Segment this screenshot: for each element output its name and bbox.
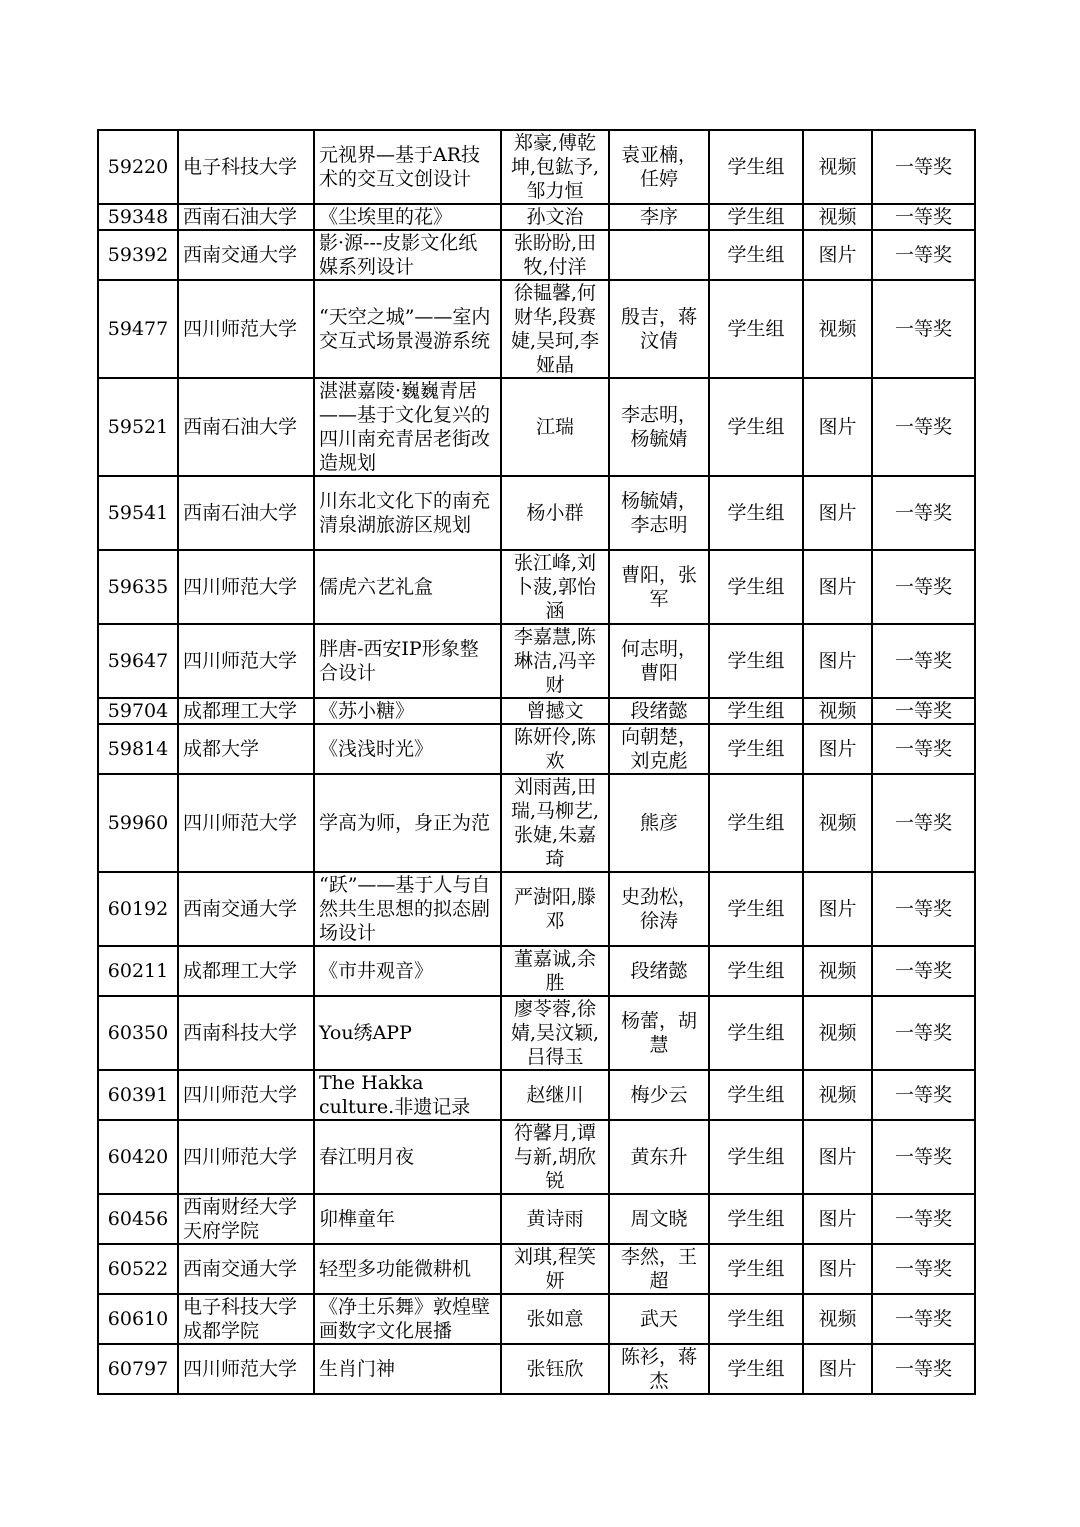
work-type-cell: 图片 — [803, 1120, 872, 1194]
university-cell: 电子科技大学 — [178, 130, 314, 204]
authors-cell: 张盼盼,田牧,付洋 — [501, 230, 609, 280]
entry-id-cell: 60391 — [98, 1070, 178, 1120]
group-cell: 学生组 — [709, 230, 803, 280]
advisors-cell: 杨毓婧，李志明 — [609, 476, 709, 550]
work-type-cell: 视频 — [803, 946, 872, 996]
authors-cell: 李嘉慧,陈琳洁,冯辛财 — [501, 624, 609, 698]
advisors-cell: 武天 — [609, 1294, 709, 1344]
advisors-cell: 杨蕾，胡慧 — [609, 996, 709, 1070]
university-cell: 西南石油大学 — [178, 476, 314, 550]
group-cell: 学生组 — [709, 624, 803, 698]
entry-id-cell: 60610 — [98, 1294, 178, 1344]
work-title-cell: 川东北文化下的南充清泉湖旅游区规划 — [314, 476, 501, 550]
work-title-cell: You绣APP — [314, 996, 501, 1070]
prize-cell: 一等奖 — [872, 280, 975, 378]
group-cell: 学生组 — [709, 550, 803, 624]
prize-cell: 一等奖 — [872, 872, 975, 946]
university-cell: 西南财经大学天府学院 — [178, 1194, 314, 1244]
advisors-cell: 李志明，杨毓婧 — [609, 378, 709, 476]
entry-id-cell: 60456 — [98, 1194, 178, 1244]
entry-id-cell: 59392 — [98, 230, 178, 280]
work-title-cell: 《尘埃里的花》 — [314, 204, 501, 230]
advisors-cell: 史劲松，徐涛 — [609, 872, 709, 946]
entry-id-cell: 59704 — [98, 698, 178, 724]
advisors-cell: 李然，王超 — [609, 1244, 709, 1294]
university-cell: 四川师范大学 — [178, 280, 314, 378]
authors-cell: 廖苓蓉,徐婧,吴汶颖,吕得玉 — [501, 996, 609, 1070]
entry-id-cell: 59348 — [98, 204, 178, 230]
university-cell: 成都理工大学 — [178, 946, 314, 996]
table-row — [98, 476, 975, 550]
table-row — [98, 1120, 975, 1194]
table-row — [98, 130, 975, 204]
table-body — [98, 130, 975, 1394]
entry-id-cell: 59960 — [98, 774, 178, 872]
work-type-cell: 图片 — [803, 724, 872, 774]
table-row — [98, 946, 975, 996]
advisors-cell: 陈衫，蒋杰 — [609, 1344, 709, 1394]
group-cell: 学生组 — [709, 1294, 803, 1344]
entry-id-cell: 60350 — [98, 996, 178, 1070]
group-cell: 学生组 — [709, 1244, 803, 1294]
group-cell: 学生组 — [709, 774, 803, 872]
work-title-cell: 学高为师，身正为范 — [314, 774, 501, 872]
prize-cell: 一等奖 — [872, 204, 975, 230]
university-cell: 成都理工大学 — [178, 698, 314, 724]
table-row — [98, 774, 975, 872]
university-cell: 西南石油大学 — [178, 204, 314, 230]
authors-cell: 张江峰,刘卜菠,郭怡涵 — [501, 550, 609, 624]
work-title-cell: 轻型多功能微耕机 — [314, 1244, 501, 1294]
prize-cell: 一等奖 — [872, 946, 975, 996]
authors-cell: 孙文治 — [501, 204, 609, 230]
advisors-cell: 殷吉，蒋汶倩 — [609, 280, 709, 378]
work-type-cell: 视频 — [803, 1294, 872, 1344]
table-row — [98, 698, 975, 724]
work-type-cell: 视频 — [803, 1070, 872, 1120]
group-cell: 学生组 — [709, 204, 803, 230]
entry-id-cell: 59647 — [98, 624, 178, 698]
authors-cell: 张钰欣 — [501, 1344, 609, 1394]
work-title-cell: 胖唐-西安IP形象整合设计 — [314, 624, 501, 698]
authors-cell: 刘琪,程笑妍 — [501, 1244, 609, 1294]
work-title-cell: 生肖门神 — [314, 1344, 501, 1394]
prize-cell: 一等奖 — [872, 624, 975, 698]
prize-cell: 一等奖 — [872, 1244, 975, 1294]
prize-cell: 一等奖 — [872, 1344, 975, 1394]
table-row — [98, 280, 975, 378]
table-row — [98, 724, 975, 774]
authors-cell: 陈妍伶,陈欢 — [501, 724, 609, 774]
authors-cell: 杨小群 — [501, 476, 609, 550]
prize-cell: 一等奖 — [872, 698, 975, 724]
work-title-cell: The Hakka culture.非遗记录 — [314, 1070, 501, 1120]
work-title-cell: 影·源---皮影文化纸媒系列设计 — [314, 230, 501, 280]
university-cell: 西南交通大学 — [178, 230, 314, 280]
group-cell: 学生组 — [709, 724, 803, 774]
work-type-cell: 图片 — [803, 378, 872, 476]
work-type-cell: 视频 — [803, 996, 872, 1070]
entry-id-cell: 59521 — [98, 378, 178, 476]
work-type-cell: 图片 — [803, 872, 872, 946]
university-cell: 四川师范大学 — [178, 1070, 314, 1120]
authors-cell: 曾撼文 — [501, 698, 609, 724]
university-cell: 西南科技大学 — [178, 996, 314, 1070]
work-title-cell: “跃”——基于人与自然共生思想的拟态剧场设计 — [314, 872, 501, 946]
prize-cell: 一等奖 — [872, 1120, 975, 1194]
work-type-cell: 图片 — [803, 230, 872, 280]
advisors-cell: 袁亚楠，任婷 — [609, 130, 709, 204]
advisors-cell: 曹阳，张军 — [609, 550, 709, 624]
work-type-cell: 图片 — [803, 624, 872, 698]
university-cell: 西南交通大学 — [178, 1244, 314, 1294]
work-title-cell: “天空之城”——室内交互式场景漫游系统 — [314, 280, 501, 378]
authors-cell: 张如意 — [501, 1294, 609, 1344]
entry-id-cell: 60192 — [98, 872, 178, 946]
advisors-cell: 何志明，曹阳 — [609, 624, 709, 698]
university-cell: 四川师范大学 — [178, 1120, 314, 1194]
prize-cell: 一等奖 — [872, 996, 975, 1070]
group-cell: 学生组 — [709, 280, 803, 378]
university-cell: 四川师范大学 — [178, 1344, 314, 1394]
entry-id-cell: 59541 — [98, 476, 178, 550]
prize-cell: 一等奖 — [872, 1070, 975, 1120]
work-title-cell: 《浅浅时光》 — [314, 724, 501, 774]
prize-cell: 一等奖 — [872, 378, 975, 476]
work-type-cell: 图片 — [803, 476, 872, 550]
table-row — [98, 872, 975, 946]
group-cell: 学生组 — [709, 996, 803, 1070]
work-title-cell: 《市井观音》 — [314, 946, 501, 996]
advisors-cell: 段绪懿 — [609, 698, 709, 724]
table-row — [98, 624, 975, 698]
work-type-cell: 视频 — [803, 130, 872, 204]
work-title-cell: 元视界—基于AR技术的交互文创设计 — [314, 130, 501, 204]
group-cell: 学生组 — [709, 872, 803, 946]
group-cell: 学生组 — [709, 378, 803, 476]
advisors-cell: 熊彦 — [609, 774, 709, 872]
table-row — [98, 996, 975, 1070]
university-cell: 西南石油大学 — [178, 378, 314, 476]
table-row — [98, 230, 975, 280]
table-row — [98, 1294, 975, 1344]
work-type-cell: 视频 — [803, 280, 872, 378]
advisors-cell: 段绪懿 — [609, 946, 709, 996]
university-cell: 四川师范大学 — [178, 774, 314, 872]
authors-cell: 徐韫馨,何财华,段赛婕,吴珂,李娅晶 — [501, 280, 609, 378]
prize-cell: 一等奖 — [872, 230, 975, 280]
authors-cell: 江瑞 — [501, 378, 609, 476]
university-cell: 四川师范大学 — [178, 550, 314, 624]
group-cell: 学生组 — [709, 130, 803, 204]
table-row — [98, 1194, 975, 1244]
work-type-cell: 视频 — [803, 204, 872, 230]
authors-cell: 郑豪,傅乾坤,包鈜予,邹力恒 — [501, 130, 609, 204]
work-title-cell: 卯榫童年 — [314, 1194, 501, 1244]
university-cell: 四川师范大学 — [178, 624, 314, 698]
prize-cell: 一等奖 — [872, 724, 975, 774]
group-cell: 学生组 — [709, 946, 803, 996]
prize-cell: 一等奖 — [872, 1294, 975, 1344]
entry-id-cell: 60797 — [98, 1344, 178, 1394]
work-title-cell: 儒虎六艺礼盒 — [314, 550, 501, 624]
group-cell: 学生组 — [709, 1120, 803, 1194]
table-row — [98, 378, 975, 476]
entry-id-cell: 60420 — [98, 1120, 178, 1194]
group-cell: 学生组 — [709, 1070, 803, 1120]
group-cell: 学生组 — [709, 1344, 803, 1394]
authors-cell: 严澍阳,滕邓 — [501, 872, 609, 946]
entry-id-cell: 59814 — [98, 724, 178, 774]
authors-cell: 黄诗雨 — [501, 1194, 609, 1244]
table-row — [98, 1070, 975, 1120]
group-cell: 学生组 — [709, 1194, 803, 1244]
university-cell: 西南交通大学 — [178, 872, 314, 946]
work-type-cell: 视频 — [803, 698, 872, 724]
university-cell: 成都大学 — [178, 724, 314, 774]
prize-cell: 一等奖 — [872, 130, 975, 204]
work-title-cell: 《净土乐舞》敦煌壁画数字文化展播 — [314, 1294, 501, 1344]
prize-cell: 一等奖 — [872, 774, 975, 872]
group-cell: 学生组 — [709, 698, 803, 724]
entry-id-cell: 59220 — [98, 130, 178, 204]
authors-cell: 符馨月,谭与新,胡欣锐 — [501, 1120, 609, 1194]
entry-id-cell: 60211 — [98, 946, 178, 996]
work-type-cell: 图片 — [803, 1244, 872, 1294]
prize-cell: 一等奖 — [872, 1194, 975, 1244]
prize-cell: 一等奖 — [872, 476, 975, 550]
advisors-cell: 周文晓 — [609, 1194, 709, 1244]
table-row — [98, 1244, 975, 1294]
authors-cell: 刘雨茜,田瑞,马柳艺,张婕,朱嘉琦 — [501, 774, 609, 872]
table-row — [98, 1344, 975, 1394]
work-type-cell: 图片 — [803, 1344, 872, 1394]
awards-table — [97, 129, 976, 1395]
advisors-cell: 李序 — [609, 204, 709, 230]
group-cell: 学生组 — [709, 476, 803, 550]
work-type-cell: 视频 — [803, 774, 872, 872]
university-cell: 电子科技大学成都学院 — [178, 1294, 314, 1344]
entry-id-cell: 60522 — [98, 1244, 178, 1294]
advisors-cell: 黄东升 — [609, 1120, 709, 1194]
prize-cell: 一等奖 — [872, 550, 975, 624]
entry-id-cell: 59635 — [98, 550, 178, 624]
authors-cell: 赵继川 — [501, 1070, 609, 1120]
work-title-cell: 《苏小糖》 — [314, 698, 501, 724]
work-type-cell: 图片 — [803, 550, 872, 624]
entry-id-cell: 59477 — [98, 280, 178, 378]
authors-cell: 董嘉诚,余胜 — [501, 946, 609, 996]
advisors-cell — [609, 230, 709, 280]
work-title-cell: 春江明月夜 — [314, 1120, 501, 1194]
work-title-cell: 湛湛嘉陵·巍巍青居——基于文化复兴的四川南充青居老街改造规划 — [314, 378, 501, 476]
work-type-cell: 图片 — [803, 1194, 872, 1244]
table-row — [98, 550, 975, 624]
advisors-cell: 向朝楚，刘克彪 — [609, 724, 709, 774]
advisors-cell: 梅少云 — [609, 1070, 709, 1120]
table-row — [98, 204, 975, 230]
